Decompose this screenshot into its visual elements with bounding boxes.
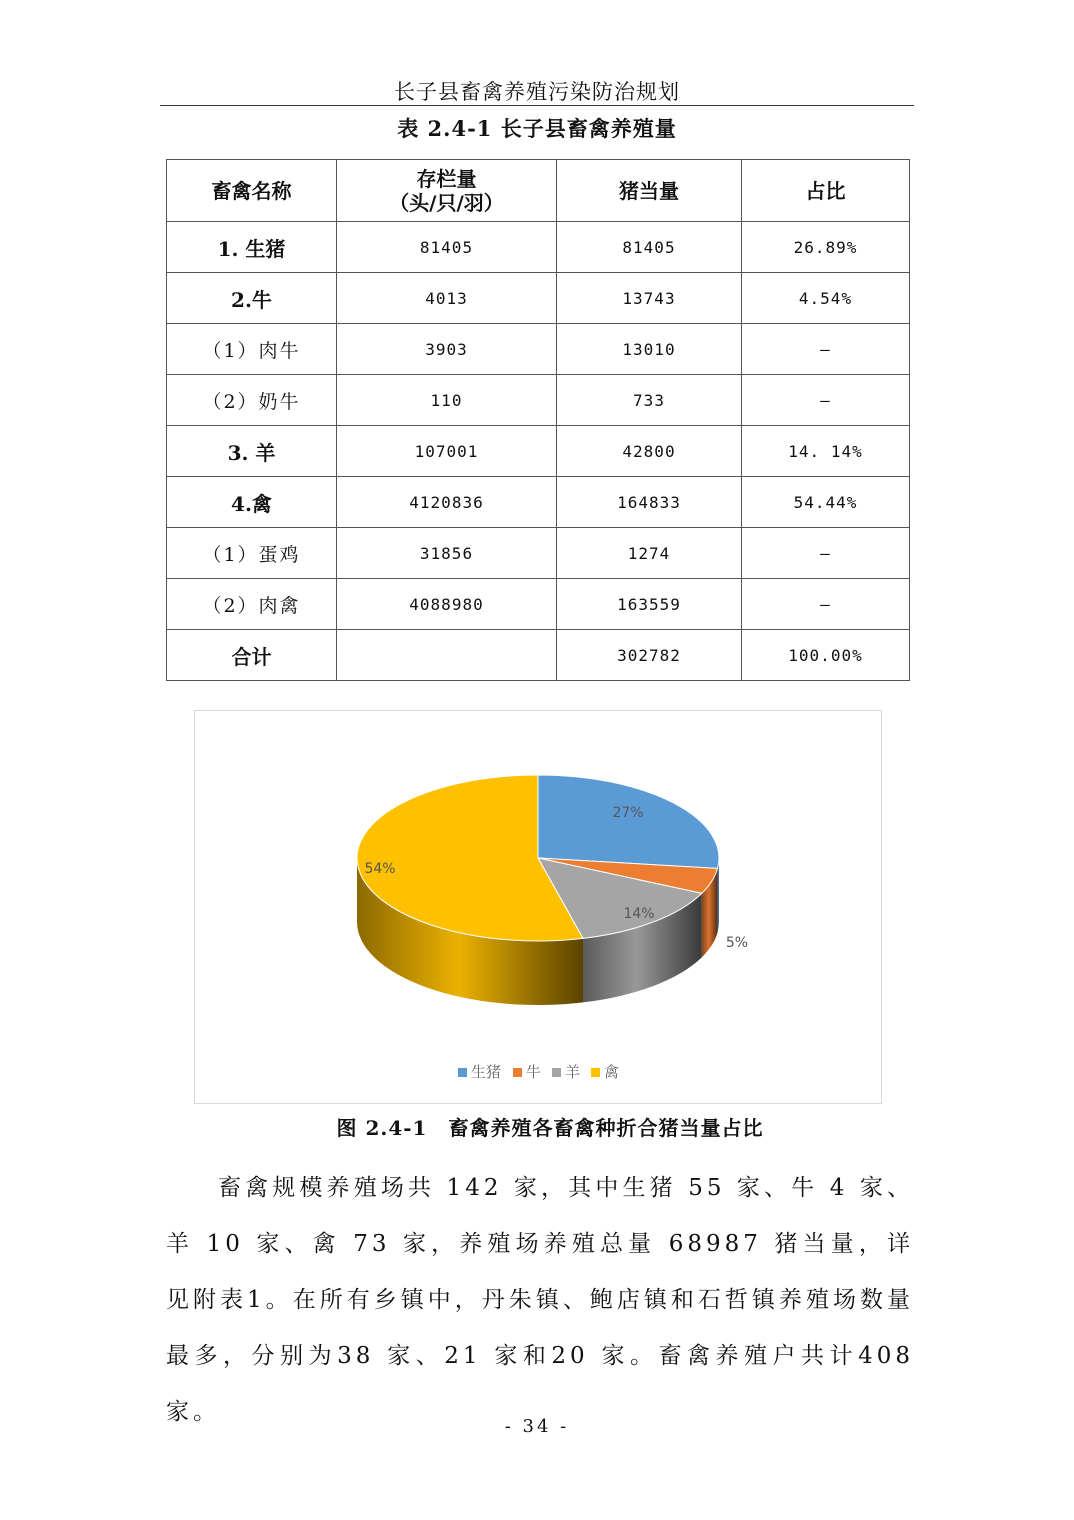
legend-swatch	[458, 1068, 467, 1077]
cell-name: 3. 羊	[167, 426, 337, 477]
cell-pig-equivalent: 164833	[557, 477, 742, 528]
legend-swatch	[591, 1068, 600, 1077]
cell-stock: 107001	[337, 426, 557, 477]
running-header: 长子县畜禽养殖污染防治规划	[394, 80, 680, 104]
cell-stock: 4120836	[337, 477, 557, 528]
cell-pig-equivalent: 1274	[557, 528, 742, 579]
cell-name: （1）蛋鸡	[167, 528, 337, 579]
cell-share: –	[742, 528, 910, 579]
pie-data-label: 54%	[364, 861, 396, 877]
legend-label: 禽	[604, 1063, 620, 1081]
table-header-row	[167, 160, 910, 222]
cell-share: 4.54%	[742, 273, 910, 324]
table-body	[167, 222, 910, 681]
cell-pig-equivalent: 733	[557, 375, 742, 426]
cell-stock	[337, 630, 557, 681]
livestock-table	[166, 159, 910, 681]
cell-pig-equivalent: 163559	[557, 579, 742, 630]
legend-swatch	[552, 1068, 561, 1077]
cell-name: 2.牛	[167, 273, 337, 324]
cell-pig-equivalent: 42800	[557, 426, 742, 477]
pie-slice-生猪	[538, 775, 719, 868]
cell-pig-equivalent: 13743	[557, 273, 742, 324]
table-row	[167, 477, 910, 528]
cell-pig-equivalent: 81405	[557, 222, 742, 273]
cell-share: –	[742, 324, 910, 375]
cell-stock: 31856	[337, 528, 557, 579]
cell-share: –	[742, 375, 910, 426]
cell-name: 1. 生猪	[167, 222, 337, 273]
cell-name: （2）肉禽	[167, 579, 337, 630]
figure-caption: 图 2.4-1 畜禽养殖各畜禽种折合猪当量占比	[336, 1116, 764, 1140]
column-header-name: 畜禽名称	[167, 160, 337, 222]
column-header-pig-equivalent: 猪当量	[557, 160, 742, 222]
legend-label: 羊	[565, 1063, 581, 1081]
pie-data-label: 5%	[725, 935, 749, 951]
pie-data-label: 27%	[612, 805, 644, 821]
cell-stock: 110	[337, 375, 557, 426]
cell-name: 合计	[167, 630, 337, 681]
cell-share: 54.44%	[742, 477, 910, 528]
cell-share: 26.89%	[742, 222, 910, 273]
table-row	[167, 222, 910, 273]
legend-label: 牛	[526, 1063, 542, 1081]
page-number: - 34 -	[504, 1416, 570, 1437]
body-paragraph: 畜禽规模养殖场共 142 家，其中生猪 55 家、牛 4 家、羊 10 家、禽 73 家，养殖场养殖总量 68987 猪当量，详见附表1。在所有乡镇中，丹朱镇、鲍店镇和石哲镇养殖场数量最多，分别为38 家、21 家和20 家。畜禽养殖户共计408 家。	[166, 1175, 914, 1425]
column-header-share: 占比	[742, 160, 910, 222]
cell-name: 4.禽	[167, 477, 337, 528]
table-row	[167, 324, 910, 375]
table-row	[167, 528, 910, 579]
cell-share: 100.00%	[742, 630, 910, 681]
table-row	[167, 273, 910, 324]
table-row	[167, 426, 910, 477]
table-caption: 表 2.4-1 长子县畜禽养殖量	[397, 116, 677, 141]
cell-stock: 81405	[337, 222, 557, 273]
pie-chart	[194, 710, 882, 1104]
table-row	[167, 630, 910, 681]
cell-name: （1）肉牛	[167, 324, 337, 375]
pie-data-label: 14%	[623, 906, 655, 922]
column-header-stock: 存栏量 （头/只/羽）	[337, 160, 557, 222]
header-rule	[160, 105, 914, 106]
legend-swatch	[513, 1068, 522, 1077]
table-row	[167, 375, 910, 426]
cell-pig-equivalent: 302782	[557, 630, 742, 681]
cell-stock: 3903	[337, 324, 557, 375]
cell-share: –	[742, 579, 910, 630]
cell-name: （2）奶牛	[167, 375, 337, 426]
pie-chart-svg	[195, 711, 881, 1103]
cell-stock: 4088980	[337, 579, 557, 630]
table-row	[167, 579, 910, 630]
legend-label: 生猪	[471, 1063, 502, 1081]
cell-stock: 4013	[337, 273, 557, 324]
cell-share: 14. 14%	[742, 426, 910, 477]
cell-pig-equivalent: 13010	[557, 324, 742, 375]
